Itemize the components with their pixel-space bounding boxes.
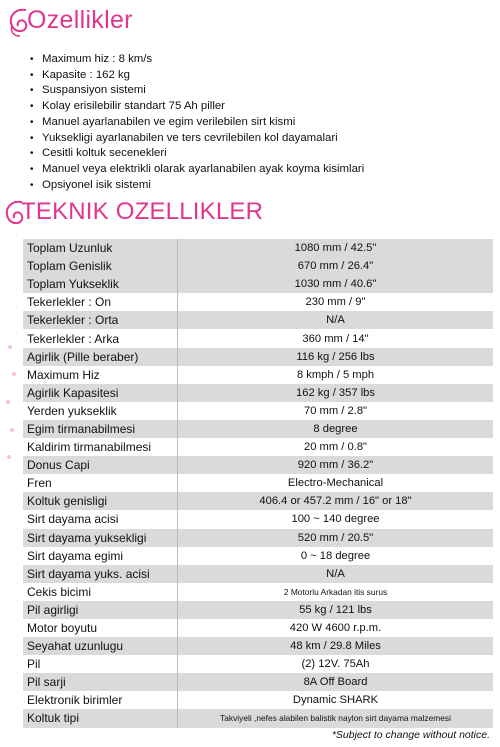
- specs-title: TEKNIK OZELLIKLER: [21, 198, 264, 225]
- footnote: *Subject to change without notice.: [331, 729, 490, 741]
- spec-label: Koltuk tipi: [27, 711, 80, 726]
- spec-value: 420 W 4600 r.p.m.: [289, 622, 382, 635]
- spec-label: Donus Capi: [27, 458, 90, 473]
- spec-row: [23, 619, 493, 637]
- spec-value: 520 mm / 20.5": [297, 531, 374, 544]
- spec-label: Tekerlekler : Orta: [27, 313, 119, 328]
- spec-label: Yerden yukseklik: [27, 403, 117, 418]
- spec-label: Kaldirim tirmanabilmesi: [27, 440, 152, 455]
- spec-value: 55 kg / 121 lbs: [299, 603, 372, 616]
- spec-label: Cekis bicimi: [27, 584, 92, 599]
- spec-value: 20 mm / 0.8": [303, 441, 368, 454]
- spec-row: [23, 709, 493, 727]
- spec-row: [23, 311, 493, 329]
- spec-row: [23, 547, 493, 565]
- spec-value: 8A Off Board: [303, 676, 368, 689]
- spec-row: [23, 348, 493, 366]
- spec-label: Toplam Yukseklik: [27, 277, 119, 292]
- feature-item: • Manuel veya elektrikli olarak ayarlanabilen ayak koyma kisimlari: [30, 162, 364, 178]
- spec-label: Seyahat uzunlugu: [27, 639, 124, 654]
- spec-value: (2) 12V. 75Ah: [301, 658, 370, 671]
- spec-row: [23, 402, 493, 420]
- spec-row: [23, 691, 493, 709]
- spec-value: 116 kg / 256 lbs: [296, 350, 375, 363]
- spec-label: Toplam Uzunluk: [27, 241, 113, 256]
- spec-row: [23, 474, 493, 492]
- spec-label: Sirt dayama yuks. acisi: [27, 566, 150, 581]
- spec-row: [23, 456, 493, 474]
- features-list: [30, 52, 364, 193]
- spec-label: Agirlik Kapasitesi: [27, 385, 119, 400]
- spec-value: 670 mm / 26.4": [297, 260, 374, 273]
- spec-value: 70 mm / 2.8": [303, 404, 368, 417]
- spec-label: Maximum Hiz: [27, 367, 100, 382]
- spec-label: Tekerlekler : Arka: [27, 331, 120, 346]
- spec-row: [23, 510, 493, 528]
- spec-row: [23, 366, 493, 384]
- spec-value: 406.4 or 457.2 mm / 16" or 18": [259, 495, 412, 508]
- spec-label: Pil: [27, 657, 41, 672]
- spec-label: Elektronik birimler: [27, 693, 123, 708]
- spec-label: Toplam Genislik: [27, 259, 112, 274]
- spec-label: Sirt dayama yuksekligi: [27, 530, 147, 545]
- spec-label: Fren: [27, 476, 52, 491]
- spec-row: [23, 583, 493, 601]
- feature-item: • Kapasite : 162 kg: [30, 68, 364, 84]
- spec-row: [23, 384, 493, 402]
- feature-item: • Suspansiyon sistemi: [30, 83, 364, 99]
- spec-label: Motor boyutu: [27, 621, 98, 636]
- feature-item: • Cesitli koltuk secenekleri: [30, 146, 364, 162]
- spec-row: [23, 673, 493, 691]
- spec-value: 8 kmph / 5 mph: [296, 368, 375, 381]
- spec-row: [23, 257, 493, 275]
- spec-row: [23, 239, 493, 257]
- spec-label: Pil sarji: [27, 675, 66, 690]
- spec-label: Sirt dayama acisi: [27, 512, 119, 527]
- spec-row: [23, 601, 493, 619]
- spec-row: [23, 529, 493, 547]
- spec-value: 8 degree: [313, 422, 358, 435]
- feature-item: • Yuksekligi ayarlanabilen ve ters cevrilebilen kol dayamalari: [30, 131, 364, 147]
- spec-value: N/A: [326, 567, 345, 580]
- spec-value: 2 Motorlu Arkadan itis surus: [283, 586, 388, 597]
- spec-value: 230 mm / 9": [305, 296, 366, 309]
- spec-value: Dynamic SHARK: [292, 694, 379, 707]
- spec-row: [23, 420, 493, 438]
- spec-value: 162 kg / 357 lbs: [296, 386, 375, 399]
- feature-item: • Kolay erisilebilir standart 75 Ah piller: [30, 99, 364, 115]
- spec-row: [23, 655, 493, 673]
- spec-row: [23, 492, 493, 510]
- spec-label: Sirt dayama egimi: [27, 548, 124, 563]
- spec-value: 0 ~ 18 degree: [300, 549, 371, 562]
- spec-label: Pil agirligi: [27, 602, 79, 617]
- spec-label: Egim tirmanabilmesi: [27, 421, 136, 436]
- spec-label: Koltuk genisligi: [27, 494, 108, 509]
- spec-value: 920 mm / 36.2": [297, 459, 374, 472]
- feature-item: • Manuel ayarlanabilen ve egim verilebilen sirt kismi: [30, 115, 364, 131]
- spec-row: [23, 329, 493, 347]
- feature-item: • Maximum hiz : 8 km/s: [30, 52, 364, 68]
- spec-row: [23, 275, 493, 293]
- decor-dot: [10, 428, 14, 432]
- decor-dot: [7, 455, 11, 459]
- feature-item: • Opsiyonel isik sistemi: [30, 178, 364, 194]
- features-title: Ozellikler: [27, 6, 133, 34]
- spec-label: Tekerlekler : On: [27, 295, 112, 310]
- spec-value: Takviyeli ,nefes alabilen balistik naylon sirt dayama malzemesi: [220, 713, 451, 724]
- spec-value: 1030 mm / 40.6": [294, 278, 377, 291]
- spec-value: 100 ~ 140 degree: [291, 513, 380, 526]
- spec-value: 48 km / 29.8 Miles: [290, 640, 381, 653]
- spec-value: Electro-Mechanical: [287, 477, 384, 490]
- spec-row: [23, 293, 493, 311]
- specs-table: [23, 239, 493, 728]
- spec-value: 1080 mm / 42.5": [294, 242, 377, 255]
- decor-dot: [8, 345, 12, 349]
- decor-dot: [6, 400, 10, 404]
- decor-dot: [12, 372, 16, 376]
- spec-label: Agirlik (Pille beraber): [27, 349, 139, 364]
- spec-row: [23, 438, 493, 456]
- spec-row: [23, 637, 493, 655]
- spec-value: N/A: [326, 314, 345, 327]
- spec-value: 360 mm / 14": [302, 332, 369, 345]
- spec-row: [23, 565, 493, 583]
